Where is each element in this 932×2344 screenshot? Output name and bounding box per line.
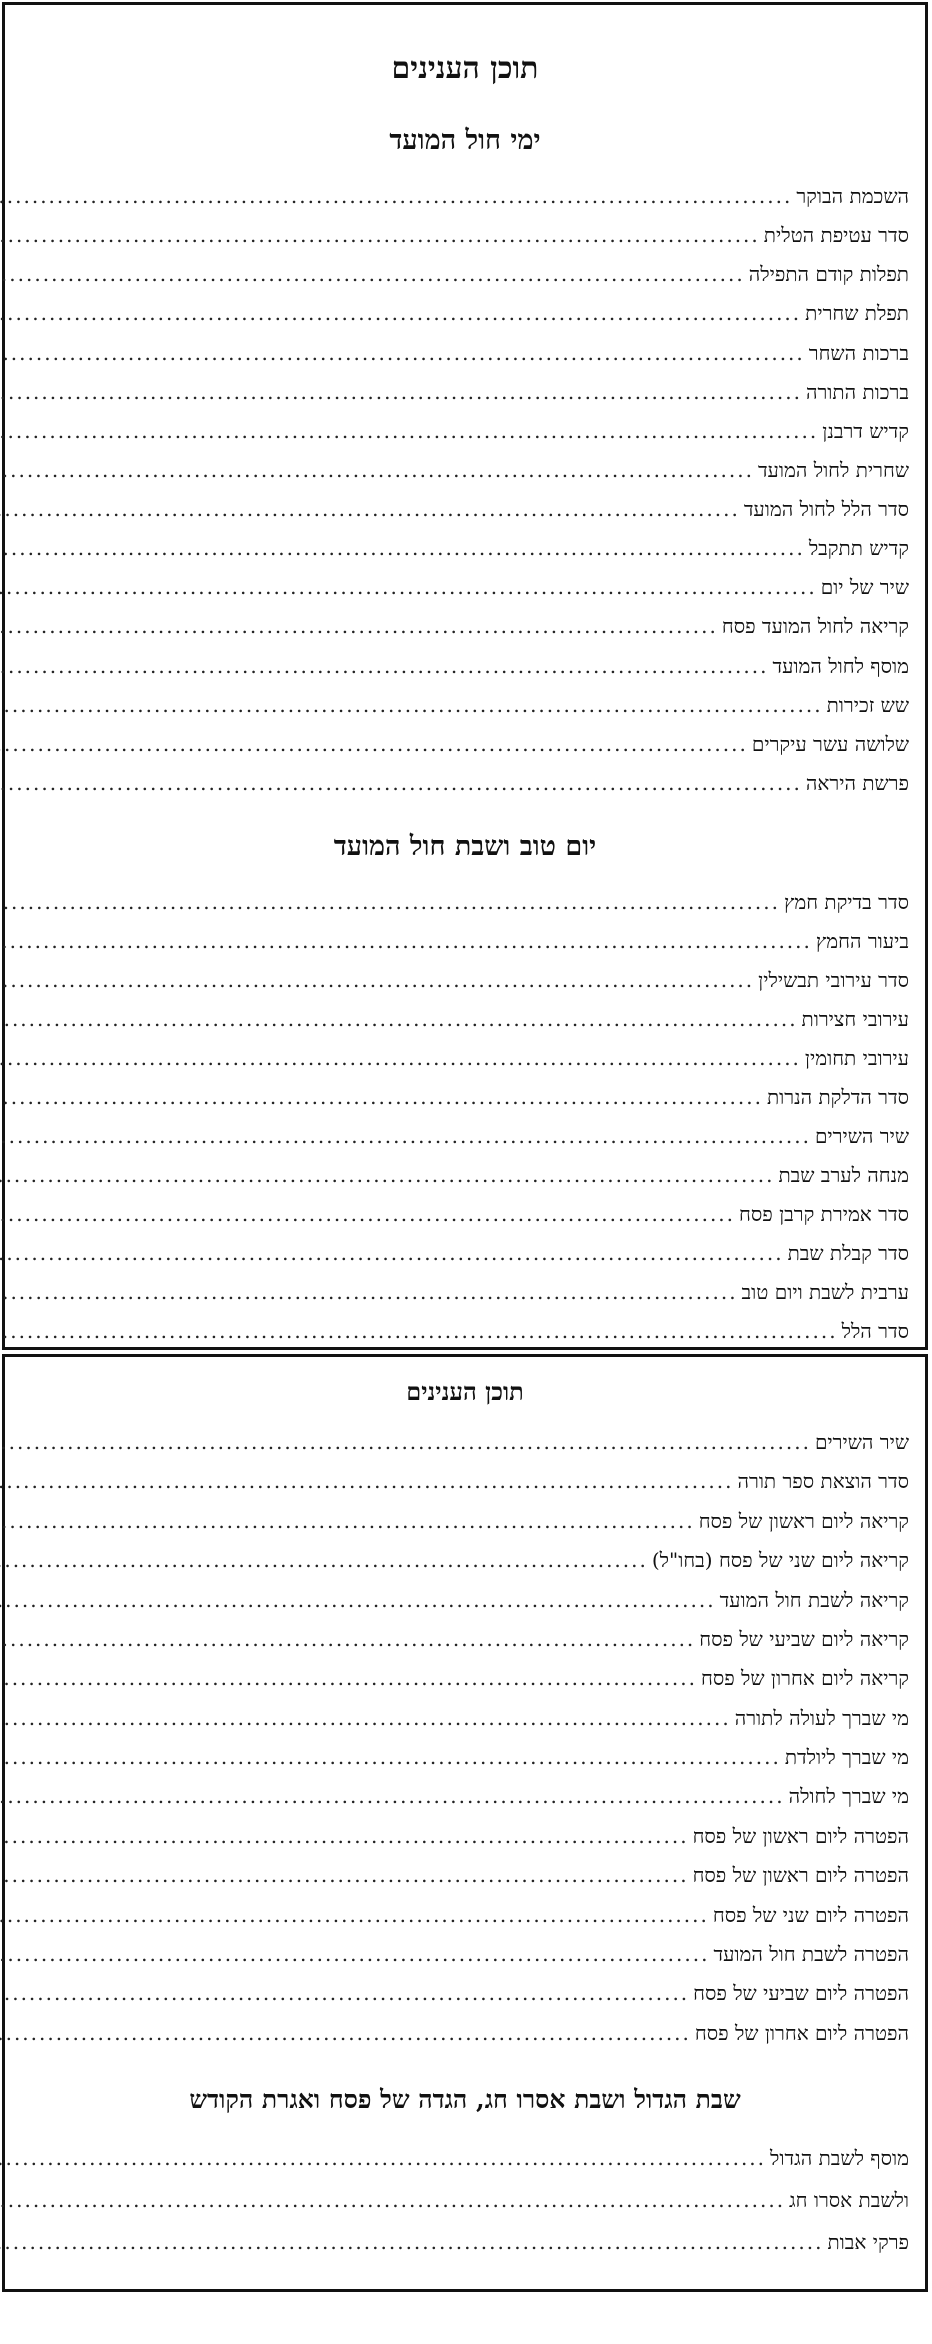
dot-leader [0, 1078, 764, 1117]
toc-entry-title: קריאה ליום שני של פסח (בחו"ל) [652, 1548, 910, 1573]
toc-page-1 [3, 2, 929, 1350]
dot-leader [0, 568, 818, 607]
toc-entry-title: ביעור החמץ [816, 929, 910, 953]
toc-entry [0, 412, 910, 451]
toc-entry [0, 529, 910, 568]
page-title: תוכן הענינים [407, 1377, 525, 1406]
dot-leader [0, 1462, 734, 1501]
page-title: תוכן הענינים [392, 51, 540, 86]
dot-leader [0, 2014, 692, 2053]
toc-entry-title: מוסף לחול המועד [773, 653, 910, 678]
toc-entry [0, 1462, 910, 1501]
dot-leader [0, 1117, 812, 1156]
toc-column-right [0, 177, 910, 803]
toc-entry-title: ולשבת אסרו חג [790, 2188, 910, 2212]
toc-entry [0, 2221, 910, 2263]
toc-entry-title: ערבית לשבת ויום טוב [742, 1280, 910, 1304]
toc-entry-title: שחרית לחול המועד [758, 457, 910, 482]
toc-entry [0, 922, 910, 961]
toc-entry [0, 1000, 910, 1039]
toc-entry-title: קריאה ליום אחרון של פסח [702, 1666, 910, 1691]
toc-entry [0, 1856, 910, 1895]
dot-leader [0, 1156, 775, 1195]
dot-leader [0, 922, 813, 961]
dot-leader [0, 1856, 690, 1895]
toc-entry-title: ברכות התורה [806, 379, 910, 404]
toc-entry-title: מוסף לשבת הגדול [771, 2146, 910, 2170]
toc-entry [0, 1620, 910, 1659]
toc-entry-title: שיר של יום [821, 575, 910, 600]
dot-leader [0, 1620, 696, 1659]
toc-entry [0, 1078, 910, 1117]
toc-entry-title: הפטרה ליום שני של פסח [713, 1902, 910, 1927]
toc-entry [0, 1117, 910, 1156]
toc-entry-title: סדר קבלת שבת [788, 1241, 910, 1265]
section-title: יום טוב ושבת חול המועד [334, 831, 598, 862]
dot-leader [0, 451, 755, 490]
toc-entry [0, 1039, 910, 1078]
toc-entry [0, 1935, 910, 1974]
toc-entry-title: הפטרה ליום ראשון של פסח [693, 1823, 910, 1848]
toc-entry [0, 883, 910, 922]
toc-entry-title: פרקי אבות [828, 2230, 910, 2254]
toc-entry-title: שיר השירים [815, 1124, 910, 1148]
toc-entry [0, 2179, 910, 2221]
toc-table [22, 1423, 910, 2053]
dot-leader [0, 490, 741, 529]
dot-leader [0, 961, 755, 1000]
toc-entry-title: הפטרה ליום אחרון של פסח [695, 2020, 910, 2045]
toc-entry [0, 255, 910, 294]
toc-entry-title: מי שברך לחולה [789, 1784, 910, 1809]
toc-entry [0, 490, 910, 529]
toc-entry [0, 1234, 910, 1273]
toc-table [22, 883, 910, 1351]
dot-leader [0, 255, 746, 294]
section-title: שבת הגדול ושבת אסרו חג, הגדה של פסח ואגרת הקודש [190, 2085, 742, 2114]
dot-leader [0, 529, 806, 568]
toc-entry-title: קריאה לחול המועד פסח [722, 614, 910, 639]
dot-leader [0, 764, 803, 803]
section-title: ימי חול המועד [390, 125, 542, 156]
toc-entry [0, 1273, 910, 1312]
dot-leader [0, 1234, 785, 1273]
toc-entry-title: קדיש תתקבל [809, 536, 910, 561]
toc-entry-title: קריאה לשבת חול המועד [720, 1587, 910, 1612]
toc-entry [0, 1581, 910, 1620]
dot-leader [0, 1777, 786, 1816]
dot-leader [0, 1541, 649, 1580]
toc-entry-title: שלושה עשר עיקרים [752, 731, 910, 756]
toc-entry [0, 1502, 910, 1541]
toc-entry-title: סדר הדלקת הנרות [767, 1085, 910, 1109]
dot-leader [0, 1974, 690, 2013]
dot-leader [0, 607, 719, 646]
dot-leader [0, 373, 803, 412]
toc-entry-title: השכמת הבוקר [797, 184, 910, 208]
toc-entry-title: סדר הלל [842, 1319, 910, 1343]
dot-leader [0, 1273, 739, 1312]
toc-entry [0, 607, 910, 646]
toc-entry-title: תפלת שחרית [806, 301, 910, 326]
toc-entry [0, 1777, 910, 1816]
dot-leader [0, 686, 824, 725]
toc-entry [0, 1738, 910, 1777]
toc-entry [0, 2137, 910, 2179]
toc-entry [0, 1699, 910, 1738]
dot-leader [0, 1000, 799, 1039]
toc-entry-title: סדר בדיקת חמץ [784, 890, 910, 914]
dot-leader [0, 725, 749, 764]
toc-entry-title: הפטרה ליום שביעי של פסח [694, 1981, 910, 2006]
toc-entry [0, 1541, 910, 1580]
toc-entry [0, 1195, 910, 1234]
dot-leader [0, 412, 819, 451]
toc-entry [0, 961, 910, 1000]
toc-table [22, 177, 910, 803]
toc-entry [0, 1974, 910, 2013]
dot-leader [0, 647, 769, 686]
toc-entry-title: מנחה לערב שבת [779, 1163, 910, 1187]
dot-leader [0, 1699, 732, 1738]
toc-entry [0, 764, 910, 803]
dot-leader [0, 1659, 698, 1698]
dot-leader [0, 1312, 839, 1351]
toc-entry [0, 1156, 910, 1195]
toc-entry-title: סדר הוצאת ספר תורה [738, 1469, 910, 1494]
dot-leader [0, 177, 793, 216]
dot-leader [0, 1935, 710, 1974]
toc-entry-title: הפטרה ליום ראשון של פסח [693, 1863, 910, 1888]
dot-leader [0, 2179, 786, 2221]
dot-leader [0, 883, 781, 922]
dot-leader [0, 1581, 717, 1620]
toc-entry [0, 1896, 910, 1935]
toc-entry-title: הפטרה לשבת חול המועד [714, 1941, 910, 1966]
toc-entry [0, 2014, 910, 2053]
toc-entry-title: עירובי חצירות [802, 1007, 910, 1031]
toc-column-right [0, 1423, 910, 2053]
toc-entry-title: קדיש דרבנן [823, 418, 910, 443]
dot-leader [0, 1423, 812, 1462]
toc-entry [0, 647, 910, 686]
toc-entry-title: שש זכירות [827, 692, 910, 717]
dot-leader [0, 1896, 710, 1935]
toc-entry-title: סדר עטיפת הטלית [764, 223, 910, 248]
toc-entry-title: פרשת היראה [806, 770, 910, 795]
toc-entry [0, 568, 910, 607]
toc-entry-title: מי שברך ליולדת [785, 1745, 910, 1769]
dot-leader [0, 1039, 802, 1078]
toc-entry-title: מי שברך לעולה לתורה [735, 1705, 910, 1730]
dot-leader [0, 2137, 767, 2179]
toc-entry-title: עירובי תחומין [805, 1046, 910, 1070]
toc-entry [0, 725, 910, 764]
toc-entry [0, 1423, 910, 1462]
toc-entry-title: שיר השירים [815, 1430, 910, 1454]
toc-entry-title: קריאה ליום שביעי של פסח [700, 1626, 910, 1651]
toc-column-right [0, 883, 910, 1351]
toc-entry [0, 1817, 910, 1856]
toc-entry [0, 216, 910, 255]
toc-entry [0, 294, 910, 333]
toc-entry [0, 177, 910, 216]
dot-leader [0, 2221, 824, 2263]
toc-entry-title: ברכות השחר [809, 340, 910, 365]
dot-leader [0, 334, 806, 373]
toc-entry [0, 1659, 910, 1698]
toc-entry [0, 686, 910, 725]
toc-entry [0, 451, 910, 490]
dot-leader [0, 1738, 782, 1777]
toc-column-right [0, 2137, 910, 2263]
dot-leader [0, 1502, 696, 1541]
dot-leader [0, 1195, 736, 1234]
dot-leader [0, 1817, 690, 1856]
toc-entry [0, 334, 910, 373]
toc-table [22, 2137, 910, 2263]
toc-entry-title: קריאה ליום ראשון של פסח [699, 1508, 910, 1533]
dot-leader [0, 294, 802, 333]
dot-leader [0, 216, 761, 255]
toc-entry-title: סדר עירובי תבשילין [759, 968, 910, 992]
toc-page-2 [3, 1354, 929, 2292]
toc-entry [0, 1312, 910, 1351]
toc-entry-title: סדר הלל לחול המועד [744, 497, 910, 521]
toc-entry-title: תפלות קודם התפילה [749, 262, 910, 287]
toc-entry [0, 373, 910, 412]
toc-entry-title: סדר אמירת קרבן פסח [740, 1202, 910, 1226]
